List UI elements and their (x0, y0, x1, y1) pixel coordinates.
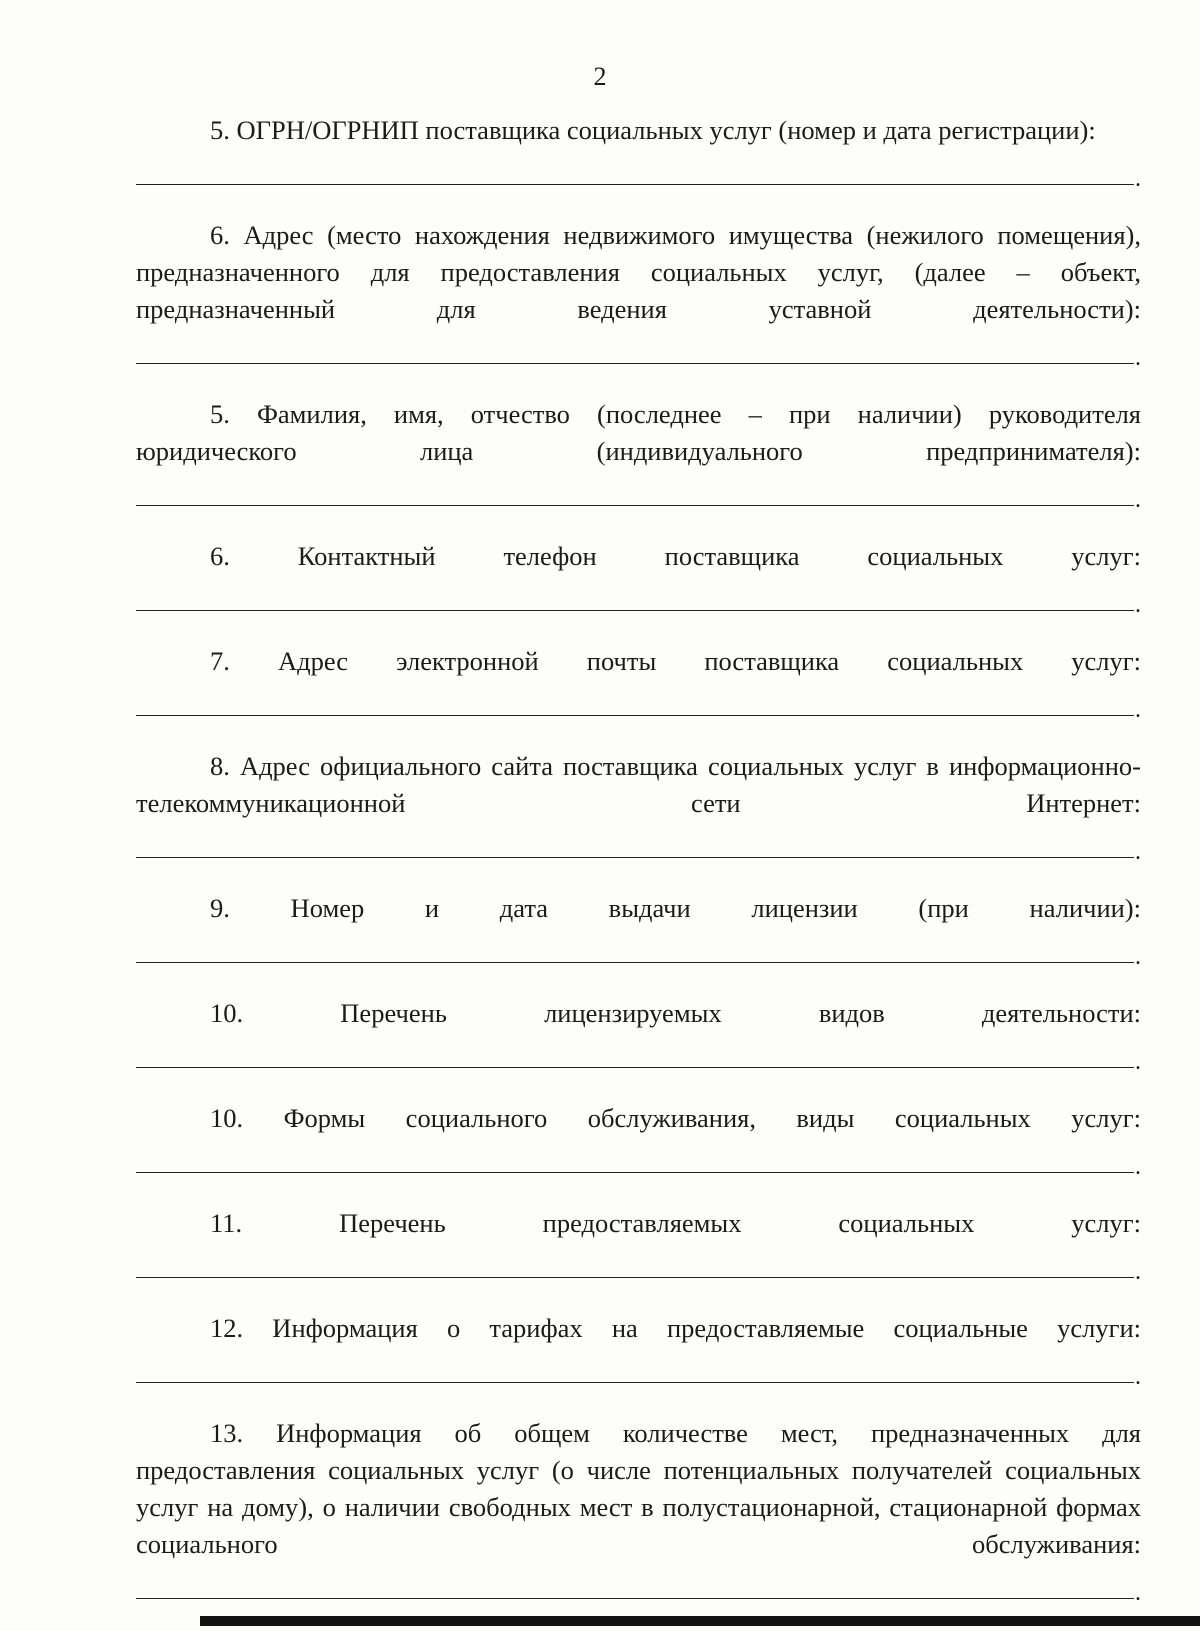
form-item (136, 748, 1141, 865)
field-label: 11. Перечень предоставляемых социальных услуг: (210, 1208, 1141, 1238)
blank-period: . (1135, 345, 1141, 371)
blank-period: . (1135, 487, 1141, 513)
scan-edge (200, 1616, 1200, 1626)
form-item (136, 538, 1141, 618)
field-label: 12. Информация о тарифах на предоставляемые социальные услуги: (210, 1313, 1141, 1343)
form-item (136, 890, 1141, 970)
blank-underline (136, 505, 1134, 506)
blank-underline (136, 715, 1134, 716)
field-label: 10. Формы социального обслуживания, виды социальных услуг: (210, 1103, 1141, 1133)
fill-in-blank[interactable] (136, 1137, 1141, 1180)
blank-underline (136, 1598, 1134, 1599)
fill-in-blank[interactable] (136, 575, 1141, 618)
field-label: 10. Перечень лицензируемых видов деятельности: (210, 998, 1141, 1028)
form-item (136, 995, 1141, 1075)
fill-in-blank[interactable] (136, 470, 1141, 513)
form-item (136, 217, 1141, 371)
blank-period: . (1135, 839, 1141, 865)
blank-period: . (1135, 592, 1141, 618)
blank-underline (136, 363, 1134, 364)
blank-underline (136, 962, 1134, 963)
field-label: 6. Контактный телефон поставщика социальных услуг: (210, 541, 1141, 571)
fill-in-blank[interactable] (136, 680, 1141, 723)
form-item (136, 1205, 1141, 1285)
field-label: 13. Информация об общем количестве мест, предназначенных для предоставления социальных услуг (о числе потенциальных получателей социальных услуг на дому), о наличии свободных мест в полустационарной, стационарной формах социального обслуживания: (136, 1418, 1141, 1559)
page-number: 2 (593, 62, 607, 91)
fill-in-blank[interactable] (136, 1347, 1141, 1390)
blank-underline (136, 857, 1134, 858)
field-label: 5. ОГРН/ОГРНИП поставщика социальных услуг (номер и дата регистрации): (210, 115, 1096, 145)
form-item (136, 1100, 1141, 1180)
form-fields (136, 112, 1141, 1631)
field-label: 7. Адрес электронной почты поставщика социальных услуг: (210, 646, 1141, 676)
form-item (136, 643, 1141, 723)
fill-in-blank[interactable] (136, 927, 1141, 970)
blank-underline (136, 1277, 1134, 1278)
blank-period: . (1135, 166, 1141, 192)
blank-underline (136, 1382, 1134, 1383)
blank-period: . (1135, 1580, 1141, 1606)
blank-underline (136, 1172, 1134, 1173)
field-label: 6. Адрес (место нахождения недвижимого имущества (нежилого помещения), предназначенного для предоставления социальных услуг, (далее – объект, предназначенный для ведения уставной деятельности): (136, 220, 1141, 324)
fill-in-blank[interactable] (136, 1242, 1141, 1285)
field-label: 5. Фамилия, имя, отчество (последнее – при наличии) руководителя юридического лица (индивидуального предпринимателя): (136, 399, 1141, 466)
fill-in-blank[interactable] (136, 328, 1141, 371)
blank-period: . (1135, 1154, 1141, 1180)
fill-in-blank[interactable] (136, 1563, 1141, 1606)
field-label: 8. Адрес официального сайта поставщика социальных услуг в информационно-телекоммуникационной сети Интернет: (136, 751, 1141, 818)
fill-in-blank[interactable] (136, 149, 1141, 192)
blank-underline (136, 1067, 1134, 1068)
blank-underline (136, 610, 1134, 611)
blank-underline (136, 184, 1134, 185)
form-item (136, 112, 1141, 192)
form-item (136, 1310, 1141, 1390)
form-item (136, 1415, 1141, 1606)
field-label: 9. Номер и дата выдачи лицензии (при наличии): (210, 893, 1141, 923)
blank-period: . (1135, 944, 1141, 970)
fill-in-blank[interactable] (136, 1032, 1141, 1075)
blank-period: . (1135, 1259, 1141, 1285)
blank-period: . (1135, 697, 1141, 723)
fill-in-blank[interactable] (136, 822, 1141, 865)
blank-period: . (1135, 1049, 1141, 1075)
blank-period: . (1135, 1364, 1141, 1390)
form-item (136, 396, 1141, 513)
